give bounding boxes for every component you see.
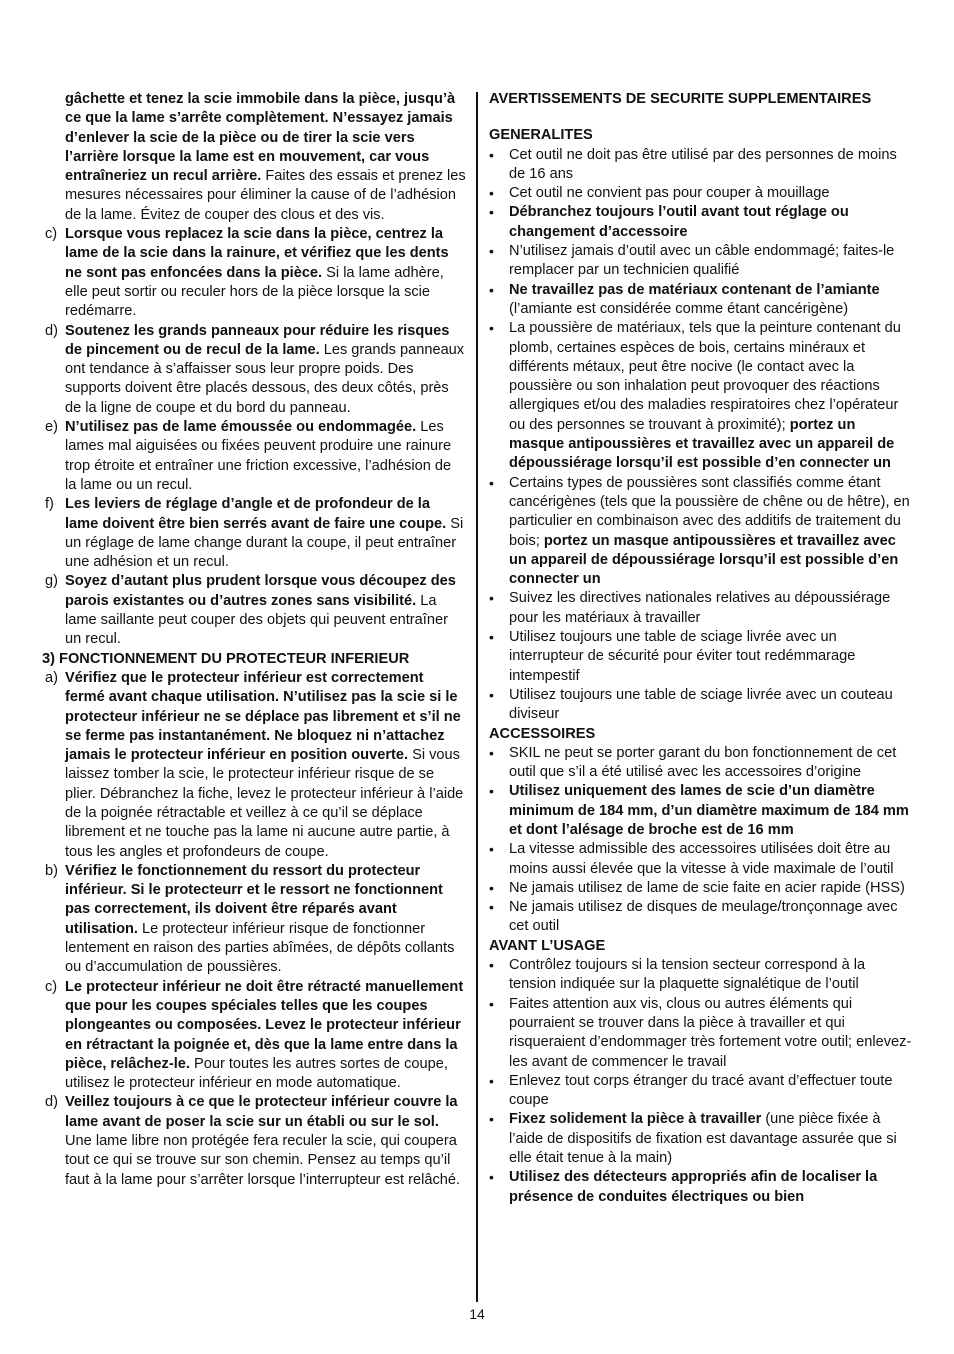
page-number: 14 [469,1306,485,1322]
bullet-item [489,203,913,242]
item-bold-text: Soutenez les grands panneaux pour réduire les risques de pincement ou de recul de la lame. [65,322,450,358]
item-label: a) [45,669,58,686]
bullet-bold-text: Débranchez toujours l’outil avant tout réglage ou changement d’accessoire [509,204,849,240]
items-list-kickback [42,225,466,650]
item-bold-text: Les leviers de réglage d’angle et de profondeur de la lame doivent être bien serrés avant de faire une coupe. [65,496,447,532]
item-bold-text: Lorsque vous replacez la scie dans la pièce, centrez la lame de la scie dans la rainure, et vérifiez que les dents ne sont pas enfoncées dans la pièce. [65,226,449,281]
bullet-icon: • [489,879,494,896]
item-label: c) [45,978,58,995]
bullet-bold-text: Ne travaillez pas de matériaux contenant de l’amiante [509,281,880,298]
item-bold-text: Vérifiez que le protecteur inférieur est correctement fermé avant chaque utilisation. N’utilisez pas la scie si le protecteur inférieur ne se déplace pas librement et s’il ne se ferme pas instantanément. Ne bloquez ni n’attachez jamais le protecteur inférieur en position ouverte. [65,669,461,764]
item-bold-text: Le protecteur inférieur ne doit être rétracté manuellement que pour les coupes spéciales telles que les coupes plongeantes ou composées. Levez le protecteur inférieur en rétractant la poignée et, dès que la lame entre dans la pièce, relâchez-le. [65,978,464,1072]
bullet-item [489,1072,913,1111]
list-item [42,978,466,1094]
bullet-icon: • [489,474,494,491]
bullet-text: Faites attention aux vis, clous ou autres éléments qui pourraient se trouver dans la pièce à travailler et qui risqueraient d’endommager très fortement votre outil; enlevez-les avant de commencer le travail [509,995,912,1070]
bullet-bold-text: portez un masque antipoussières et travaillez avec un appareil de dépoussiérage lorsqu’il est possible d’en connecter un [509,532,899,588]
bullet-icon: • [489,243,494,260]
bullet-item [489,1168,913,1207]
item-bold-text: Vérifiez le fonctionnement du ressort du protecteur inférieur. Si le protecteurr et le ressort ne fonctionnent pas correctement, ils doivent être réparés avant utilisation. [65,862,443,937]
list-item [42,225,466,321]
bullet-icon: • [489,1169,494,1186]
bullet-text: Suivez les directives nationales relatives au dépoussiérage pour les matériaux à travailler [509,590,891,626]
item-bold-text: Veillez toujours à ce que le protecteur inférieur couvre la lame avant de poser la scie sur un établi ou sur le sol. [65,1094,458,1130]
bullet-icon: • [489,204,494,221]
section-heading: GENERALITES [489,127,593,144]
bullet-icon: • [489,590,494,607]
bullet-icon: • [489,841,494,858]
bullet-text: Utilisez toujours une table de sciage livrée avec un interrupteur de sécurité pour éviter tout redémmarage intempestif [509,629,856,684]
item-label: b) [45,862,58,879]
section-heading: AVANT L’USAGE [489,937,606,954]
item-label: c) [45,226,58,243]
bullet-item [489,956,913,995]
bullet-item [489,474,913,590]
list-item [42,322,466,418]
left-column [42,90,466,1190]
list-item [42,572,466,649]
bullet-item [489,840,913,879]
bullet-icon: • [489,629,494,646]
items-list-lower-guard [42,669,466,1190]
bullet-bold-text: portez un masque antipoussières et travaillez avec un appareil de dépoussiérage lorsqu’il est possible d’en connecter un [509,416,895,472]
item-text: Si la lame adhère, elle peut sortir ou reculer hors de la pièce lorsque la scie redémarre. [65,264,444,320]
bullet-text: Contrôlez toujours si la tension secteur correspond à la tension indiquée sur la plaquette signalétique de l’outil [509,957,866,993]
spacer [489,109,913,126]
item-text: Pour toutes les autres sortes de coupe, utilisez le protecteur inférieur en mode automatique. [65,1055,448,1092]
bullet-text: Ne jamais utilisez de disques de meulage/tronçonnage avec cet outil [509,899,898,935]
bullet-item [489,319,913,473]
item-text: Si vous laissez tomber la scie, le protecteur inférieur risque de se plier. Débranchez la fiche, levez le protecteur inférieur à l’aide de la poignée rétractable et veillez à ce qu’il se déplace librement et ne touche pas la lame ni aucune autre partie, à tous les angles et profondeurs de coupe. [65,747,464,860]
bullet-text: Utilisez toujours une table de sciage livrée avec un couteau diviseur [509,686,893,723]
bullet-item [489,184,913,203]
list-item [42,669,466,862]
bullet-item [489,898,913,937]
bullet-text: Ne jamais utilisez de lame de scie faite en acier rapide (HSS) [509,879,905,896]
bullet-icon: • [489,320,494,337]
continued-paragraph: gâchette et tenez la scie immobile dans la pièce, jusqu’à ce que la lame s’arrête complètement. N’essayez jamais d’enlever la scie de la pièce ou de tirer la scie vers l’arrière lorsque la lame est en mouvement, car vous entraîneriez un recul arrière. Faites des essais et prenez les mesures nécessaires pour éliminer la cause of de l’adhésion de la lame. Évitez de couper des clous et des vis. [65,91,466,223]
bullet-item [489,1110,913,1168]
bullet-item [489,995,913,1072]
bullet-icon: • [489,744,494,761]
item-text: Les lames mal aiguisées ou fixées peuvent produire une rainure trop étroite et entraîner une friction excessive, l’adhésion de la lame ou un recul. [65,419,452,493]
bullet-icon: • [489,783,494,800]
bullet-text: Certains types de poussières sont classifiés comme étant cancérigènes (tels que la poussière de chêne ou de hêtre), en particulier en combinaison avec des additifs de traitement du bois; [509,474,910,549]
item-bold-text: Soyez d’autant plus prudent lorsque vous découpez des parois existantes ou d’autres zones sans visibilité. [65,573,456,609]
section-heading: ACCESSOIRES [489,725,596,742]
bullet-item [489,628,913,686]
bullet-text: Enlevez tout corps étranger du tracé avant d’effectuer toute coupe [509,1072,893,1109]
bullet-text: (une pièce fixée à l’aide de dispositifs de fixation est davantage assurée que si elle était tenue à la main) [509,1111,897,1167]
bullet-item [489,744,913,783]
bullet-icon: • [489,146,494,163]
list-item [42,1093,466,1189]
bullet-item [489,242,913,281]
list-item [42,418,466,495]
right-title: AVERTISSEMENTS DE SECURITE SUPPLEMENTAIRES [489,91,872,107]
bullet-bold-text: Utilisez uniquement des lames de scie d’un diamètre minimum de 184 mm, d’un diamètre maximum de 184 mm et dont l’alésage de broche est de 16 mm [509,783,909,838]
bullet-text: SKIL ne peut se porter garant du bon fonctionnement de cet outil que s’il a été utilisé avec les accessoires d’origine [509,744,897,781]
list-item [42,495,466,572]
bullet-text: La vitesse admissible des accessoires utilisées doit être au moins aussi élevée que la vitesse à vide maximale de l’outil [509,841,894,877]
bullet-bold-text: Fixez solidement la pièce à travailler [509,1111,762,1128]
right-column [489,90,913,1207]
section-heading-lower-guard: 3) FONCTIONNEMENT DU PROTECTEUR INFERIEUR [42,650,410,667]
bullet-item [489,146,913,185]
item-text: Les grands panneaux ont tendance à s’affaisser sous leur propre poids. Des supports doivent être placés dessous, des deux côtés, près de la ligne de coupe et du bord du panneau. [65,341,465,416]
bullet-text: Cet outil ne convient pas pour couper à mouillage [509,185,830,202]
item-bold-text: N’utilisez pas de lame émoussée ou endommagée. [65,419,417,436]
bullet-icon: • [489,899,494,916]
item-text: Si un réglage de lame change durant la coupe, il peut entraîner une adhésion et un recul. [65,515,464,571]
item-text: Le protecteur inférieur risque de fonctionner lentement en raison des parties abîmées, de dépôts collants ou d’accumulation de poussières. [65,920,455,976]
bullet-text: N’utilisez jamais d’outil avec un câble endommagé; faites-le remplacer par un technicien qualifié [509,243,895,279]
bullet-item [489,281,913,320]
bullet-item [489,782,913,840]
bullet-icon: • [489,686,494,703]
bullet-item [489,589,913,628]
bullet-text: La poussière de matériaux, tels que la peinture contenant du plomb, certaines espèces de bois, certains minéraux et différents métaux, peut être nocive (le contact avec la poussière ou son inhalation peut provoquer des réactions allergiques et/ou des maladies respiratoires chez l’opérateur ou des personnes se trouvant à proximité); [509,320,901,433]
bullet-icon: • [489,1072,494,1089]
item-label: g) [45,573,58,590]
bullet-icon: • [489,957,494,974]
item-label: d) [45,1094,58,1111]
item-text: La lame saillante peut couper des objets qui peuvent entraîner un recul. [65,592,448,648]
bullet-icon: • [489,995,494,1012]
item-label: d) [45,322,58,339]
right-sections [489,109,913,1207]
bullet-bold-text: Utilisez des détecteurs appropriés afin de localiser la présence de conduites électriques ou bien [509,1169,878,1205]
item-text: Une lame libre non protégée fera reculer la scie, qui coupera tout ce qui se trouve sur son chemin. Pensez au temps qu’il faut à la lame pour s’arrêter lorsque l’interrupteur est relâché. [65,1133,461,1188]
item-label: e) [45,419,58,436]
list-item [42,862,466,978]
column-divider [476,92,478,1302]
bullet-text: Cet outil ne doit pas être utilisé par des personnes de moins de 16 ans [509,146,897,182]
bullet-text: (l’amiante est considérée comme étant cancérigène) [509,300,849,317]
bullet-icon: • [489,185,494,202]
bullet-item [489,686,913,725]
bullet-item [489,879,913,898]
bullet-icon: • [489,281,494,298]
item-label: f) [45,496,54,513]
bullet-icon: • [489,1111,494,1128]
